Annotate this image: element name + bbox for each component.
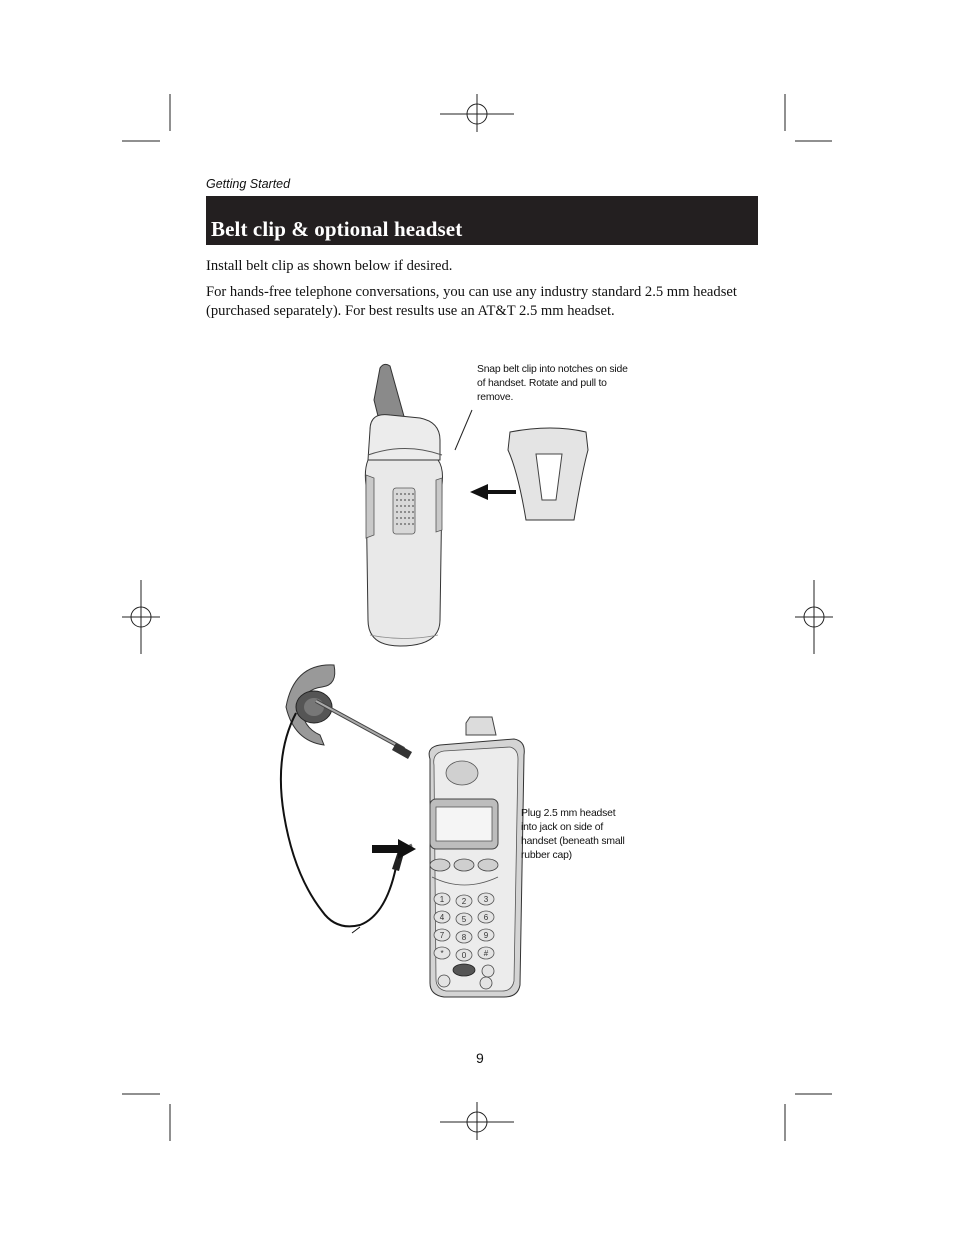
key-2: 2 — [461, 897, 467, 906]
key-9: 9 — [483, 931, 489, 940]
key-0: 0 — [461, 951, 467, 960]
headset-caption: Plug 2.5 mm headset into jack on side of handset (beneath small rubber cap) — [521, 808, 625, 861]
key-star: * — [440, 949, 444, 958]
key-5: 5 — [461, 915, 467, 924]
belt-clip-caption: Snap belt clip into notches on side of handset. Rotate and pull to remove. — [477, 364, 628, 403]
headset-illustration — [276, 655, 526, 1001]
key-7: 7 — [439, 931, 445, 940]
headset-paragraph: For hands-free telephone conversations, you can use any industry standard 2.5 mm headset (purchased separately). For best results use an AT&T 2.5 mm headset. — [206, 284, 737, 319]
page-title: Belt clip & optional headset — [211, 217, 463, 241]
title-bar — [206, 196, 758, 245]
key-3: 3 — [483, 895, 489, 904]
key-hash: # — [483, 949, 489, 958]
page-number: 9 — [476, 1050, 484, 1066]
key-4: 4 — [439, 913, 445, 922]
key-6: 6 — [483, 913, 489, 922]
key-1: 1 — [439, 895, 445, 904]
key-8: 8 — [461, 933, 467, 942]
section-label: Getting Started — [206, 177, 291, 191]
intro-paragraph: Install belt clip as shown below if desired. — [206, 258, 453, 274]
